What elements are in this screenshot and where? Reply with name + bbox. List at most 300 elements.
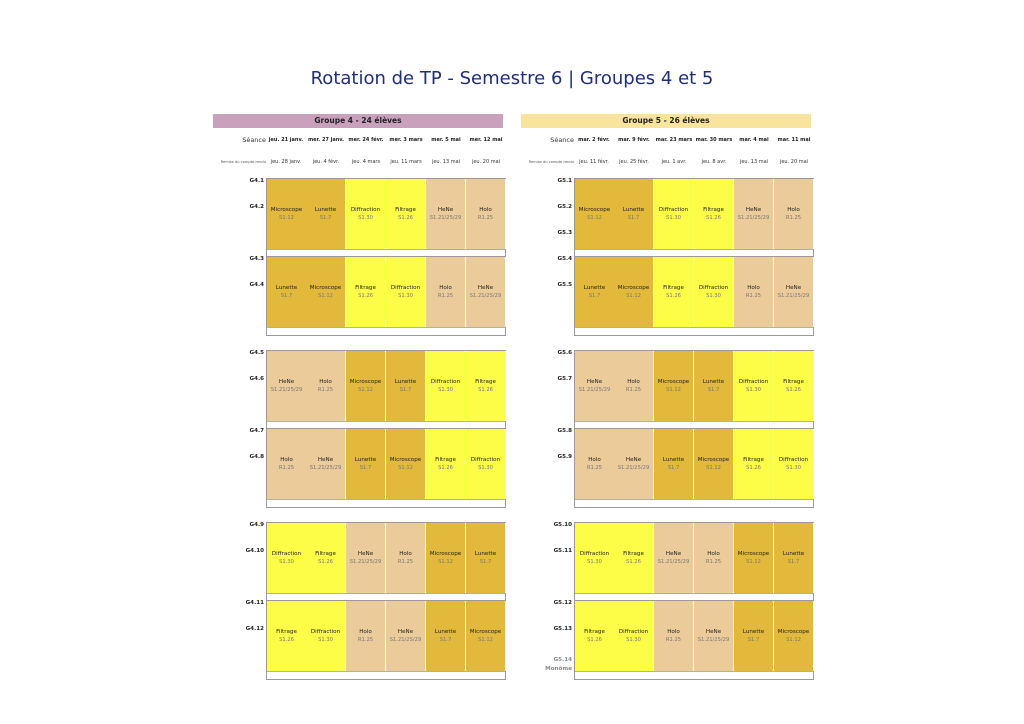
tp-name: HeNe <box>745 207 762 213</box>
tp-name: HeNe <box>785 285 802 291</box>
tp-cell <box>386 179 426 249</box>
tp-cell <box>654 257 694 327</box>
remise-label: Remise du compte-rendu <box>220 160 266 164</box>
tp-cell <box>614 523 654 593</box>
tp-cell <box>654 351 694 421</box>
tp-name: Filtrage <box>783 379 804 385</box>
tp-name: Holo <box>439 285 452 291</box>
tp-name: Filtrage <box>315 551 336 557</box>
rotation-block <box>574 600 814 680</box>
tp-name: Lunette <box>394 379 417 385</box>
tp-room: S1.21/25/29 <box>737 215 770 221</box>
tp-room: S1.26 <box>746 465 761 471</box>
tp-name: Holo <box>319 379 332 385</box>
tp-name: Filtrage <box>435 457 456 463</box>
group-label: G4.5 <box>249 350 264 356</box>
block-separator <box>575 421 813 422</box>
tp-name: Diffraction <box>778 457 809 463</box>
remise-date: jeu. 13 mai <box>739 159 769 165</box>
tp-room: S1.7 <box>707 387 720 393</box>
tp-cell <box>346 523 386 593</box>
tp-name: Microscope <box>349 379 382 385</box>
tp-cell <box>466 351 506 421</box>
block-separator <box>267 249 505 250</box>
tp-cell <box>426 429 466 499</box>
seance-date: mer. 27 janv. <box>307 137 345 143</box>
tp-name: HeNe <box>317 457 334 463</box>
tp-name: HeNe <box>278 379 295 385</box>
tp-name: Microscope <box>777 629 810 635</box>
tp-room: S1.21/25/29 <box>429 215 462 221</box>
tp-cell <box>386 523 426 593</box>
tp-name: Lunette <box>275 285 298 291</box>
tp-cell <box>774 179 814 249</box>
tp-name: Lunette <box>782 551 805 557</box>
seance-date: jeu. 21 janv. <box>268 137 304 143</box>
tp-room: S1.26 <box>786 387 801 393</box>
tp-cell <box>575 429 615 499</box>
remise-label: Remise du compte-rendu <box>528 160 574 164</box>
tp-room: R1.25 <box>477 215 494 221</box>
tp-cell <box>346 351 386 421</box>
tp-room: R1.25 <box>357 637 374 643</box>
tp-name: Diffraction <box>390 285 421 291</box>
block-separator <box>575 249 813 250</box>
rotation-block <box>266 522 506 602</box>
tp-cell <box>466 523 506 593</box>
tp-cell <box>575 179 615 249</box>
tp-room: R1.25 <box>785 215 802 221</box>
tp-room: S1.26 <box>587 637 602 643</box>
tp-name: HeNe <box>437 207 454 213</box>
tp-room: S1.12 <box>318 293 333 299</box>
tp-cell <box>267 429 307 499</box>
block-separator <box>575 327 813 328</box>
seance-date: mar. 30 mars <box>695 137 733 143</box>
seance-date: mer. 3 mars <box>389 137 423 143</box>
group-label: G5.7 <box>557 376 572 382</box>
tp-cell <box>306 523 346 593</box>
tp-cell <box>386 429 426 499</box>
tp-room: R1.25 <box>665 637 682 643</box>
tp-room: S1.7 <box>747 637 760 643</box>
tp-room: S1.30 <box>398 293 413 299</box>
tp-room: S1.30 <box>279 559 294 565</box>
tp-room: S1.26 <box>318 559 333 565</box>
tp-room: S1.12 <box>478 637 493 643</box>
group-label: G4.1 <box>249 178 264 184</box>
tp-cell <box>654 601 694 671</box>
tp-room: R1.25 <box>705 559 722 565</box>
tp-room: R1.25 <box>437 293 454 299</box>
tp-room: S1.26 <box>279 637 294 643</box>
rotation-block <box>266 256 506 336</box>
block-separator <box>267 671 505 672</box>
tp-cell <box>614 257 654 327</box>
tp-room: S1.7 <box>439 637 452 643</box>
group-label: Monôme <box>545 666 572 672</box>
remise-date: jeu. 20 mai <box>779 159 809 165</box>
tp-name: HeNe <box>477 285 494 291</box>
tp-name: Diffraction <box>579 551 610 557</box>
block-separator <box>267 421 505 422</box>
seance-label: Séance <box>242 136 266 144</box>
tp-cell <box>466 429 506 499</box>
tp-cell <box>267 257 307 327</box>
seance-label: Séance <box>550 136 574 144</box>
tp-room: S1.30 <box>358 215 373 221</box>
group-label: G4.2 <box>249 204 264 210</box>
tp-name: Diffraction <box>698 285 729 291</box>
tp-cell <box>694 523 734 593</box>
tp-cell <box>614 179 654 249</box>
tp-name: Filtrage <box>475 379 496 385</box>
tp-name: Filtrage <box>276 629 297 635</box>
rotation-block <box>574 428 814 508</box>
group-label: G4.8 <box>249 454 264 460</box>
tp-room: R1.25 <box>586 465 603 471</box>
remise-row <box>521 156 811 168</box>
remise-date: jeu. 11 mars <box>390 159 422 165</box>
tp-cell <box>694 601 734 671</box>
tp-cell <box>614 601 654 671</box>
tp-name: Filtrage <box>355 285 376 291</box>
remise-date: jeu. 4 févr. <box>312 159 340 165</box>
tp-room: S1.12 <box>706 465 721 471</box>
seance-date: mar. 11 mai <box>777 137 811 143</box>
tp-cell <box>694 351 734 421</box>
tp-cell <box>654 179 694 249</box>
tp-room: S1.30 <box>438 387 453 393</box>
tp-cell <box>654 429 694 499</box>
tp-name: Filtrage <box>663 285 684 291</box>
tp-room: R1.25 <box>278 465 295 471</box>
tp-name: Diffraction <box>470 457 501 463</box>
tp-cell <box>694 429 734 499</box>
tp-cell <box>575 351 615 421</box>
tp-name: Lunette <box>742 629 765 635</box>
tp-room: S1.21/25/29 <box>697 637 730 643</box>
tp-cell <box>267 523 307 593</box>
rotation-block <box>574 256 814 336</box>
group-label: G5.12 <box>553 600 572 606</box>
tp-cell <box>575 601 615 671</box>
tp-name: Holo <box>787 207 800 213</box>
tp-room: S1.12 <box>398 465 413 471</box>
group-banner: Groupe 4 - 24 élèves <box>213 114 503 128</box>
tp-name: Lunette <box>583 285 606 291</box>
tp-cell <box>386 257 426 327</box>
tp-room: S1.21/25/29 <box>469 293 502 299</box>
tp-room: S1.12 <box>438 559 453 565</box>
group-label: G5.14 <box>553 657 572 663</box>
tp-name: Filtrage <box>743 457 764 463</box>
tp-cell <box>346 601 386 671</box>
tp-name: HeNe <box>357 551 374 557</box>
tp-room: R1.25 <box>317 387 334 393</box>
tp-room: R1.25 <box>397 559 414 565</box>
remise-date: jeu. 13 mai <box>431 159 461 165</box>
rotation-block <box>266 178 506 258</box>
tp-name: HeNe <box>705 629 722 635</box>
tp-name: Microscope <box>697 457 730 463</box>
tp-cell <box>774 601 814 671</box>
tp-room: S1.7 <box>399 387 412 393</box>
tp-room: S1.21/25/29 <box>349 559 382 565</box>
tp-name: Holo <box>707 551 720 557</box>
group-label: G4.12 <box>245 626 264 632</box>
tp-name: Diffraction <box>350 207 381 213</box>
tp-name: Lunette <box>354 457 377 463</box>
tp-room: S1.26 <box>706 215 721 221</box>
tp-name: Microscope <box>578 207 611 213</box>
tp-name: HeNe <box>665 551 682 557</box>
tp-cell <box>386 351 426 421</box>
remise-date: jeu. 11 févr. <box>579 159 609 165</box>
group-label: G4.6 <box>249 376 264 382</box>
tp-name: HeNe <box>397 629 414 635</box>
tp-name: Filtrage <box>623 551 644 557</box>
tp-room: S1.12 <box>358 387 373 393</box>
tp-name: Holo <box>280 457 293 463</box>
group-4-schedule <box>213 114 503 643</box>
tp-name: HeNe <box>625 457 642 463</box>
tp-cell <box>774 351 814 421</box>
tp-room: S1.30 <box>666 215 681 221</box>
tp-room: S1.7 <box>359 465 372 471</box>
group-label: G5.2 <box>557 204 572 210</box>
tp-name: Diffraction <box>618 629 649 635</box>
seance-date: mar. 9 févr. <box>618 137 650 143</box>
block-separator <box>575 593 813 594</box>
tp-name: Holo <box>359 629 372 635</box>
group-label: G5.6 <box>557 350 572 356</box>
group-label: G5.13 <box>553 626 572 632</box>
tp-cell <box>267 179 307 249</box>
tp-cell <box>267 601 307 671</box>
rotation-block <box>266 428 506 508</box>
remise-date: jeu. 1 avr. <box>661 159 687 165</box>
tp-room: S1.26 <box>358 293 373 299</box>
group-label: G4.4 <box>249 282 264 288</box>
tp-room: S1.21/25/29 <box>389 637 422 643</box>
tp-cell <box>426 523 466 593</box>
tp-room: R1.25 <box>745 293 762 299</box>
rotation-block <box>574 350 814 430</box>
tp-cell <box>734 179 774 249</box>
tp-room: S1.26 <box>666 293 681 299</box>
tp-cell <box>306 429 346 499</box>
tp-cell <box>654 523 694 593</box>
tp-cell <box>426 351 466 421</box>
tp-cell <box>466 601 506 671</box>
tp-cell <box>734 429 774 499</box>
seance-date: mer. 24 févr. <box>348 137 384 143</box>
group-label: G5.8 <box>557 428 572 434</box>
group-5-schedule <box>521 114 811 672</box>
tp-cell <box>774 429 814 499</box>
tp-name: Diffraction <box>430 379 461 385</box>
tp-cell <box>774 257 814 327</box>
tp-cell <box>306 351 346 421</box>
tp-room: S1.30 <box>478 465 493 471</box>
rotation-block <box>266 600 506 680</box>
group-banner: Groupe 5 - 26 élèves <box>521 114 811 128</box>
seance-date: mer. 12 mai <box>469 137 503 143</box>
tp-room: S1.12 <box>786 637 801 643</box>
tp-name: Microscope <box>429 551 462 557</box>
tp-room: S1.7 <box>280 293 293 299</box>
tp-room: S1.21/25/29 <box>309 465 342 471</box>
tp-name: Lunette <box>622 207 645 213</box>
tp-cell <box>694 257 734 327</box>
block-separator <box>267 327 505 328</box>
tp-room: S1.30 <box>786 465 801 471</box>
tp-name: Holo <box>667 629 680 635</box>
tp-name: Holo <box>479 207 492 213</box>
tp-cell <box>734 257 774 327</box>
group-label: G5.11 <box>553 548 572 554</box>
tp-cell <box>575 523 615 593</box>
rotation-block <box>266 350 506 430</box>
remise-date: jeu. 4 mars <box>351 159 381 165</box>
tp-room: S1.12 <box>587 215 602 221</box>
group-label: G5.10 <box>553 522 572 528</box>
tp-room: S1.30 <box>626 637 641 643</box>
group-label: G5.9 <box>557 454 572 460</box>
group-label: G4.3 <box>249 256 264 262</box>
block-separator <box>575 671 813 672</box>
tp-name: Microscope <box>309 285 342 291</box>
tp-name: Holo <box>747 285 760 291</box>
tp-name: Microscope <box>657 379 690 385</box>
block-separator <box>575 499 813 500</box>
tp-cell <box>346 429 386 499</box>
seance-date: mar. 2 févr. <box>578 137 610 143</box>
tp-room: S1.21/25/29 <box>578 387 611 393</box>
tp-name: Lunette <box>474 551 497 557</box>
block-separator <box>267 499 505 500</box>
tp-cell <box>426 179 466 249</box>
tp-name: Microscope <box>389 457 422 463</box>
tp-room: S1.30 <box>318 637 333 643</box>
tp-name: Lunette <box>434 629 457 635</box>
tp-name: Holo <box>588 457 601 463</box>
seance-date: mer. 5 mai <box>431 137 461 143</box>
tp-name: Diffraction <box>738 379 769 385</box>
remise-date: jeu. 28 janv. <box>270 159 302 165</box>
seance-row <box>213 134 503 146</box>
tp-name: Filtrage <box>584 629 605 635</box>
seance-date: mar. 23 mars <box>655 137 693 143</box>
tp-cell <box>306 179 346 249</box>
tp-room: S1.7 <box>588 293 601 299</box>
tp-room: S1.30 <box>706 293 721 299</box>
tp-room: S1.7 <box>667 465 680 471</box>
tp-name: Lunette <box>702 379 725 385</box>
page-title: Rotation de TP - Semestre 6 | Groupes 4 et 5 <box>310 68 714 89</box>
tp-name: Filtrage <box>703 207 724 213</box>
tp-cell <box>346 257 386 327</box>
tp-room: S1.7 <box>787 559 800 565</box>
tp-cell <box>346 179 386 249</box>
tp-name: Microscope <box>270 207 303 213</box>
tp-room: S1.12 <box>279 215 294 221</box>
group-label: G4.11 <box>245 600 264 606</box>
tp-cell <box>734 523 774 593</box>
tp-name: Holo <box>399 551 412 557</box>
tp-cell <box>466 179 506 249</box>
tp-cell <box>575 257 615 327</box>
rotation-block <box>574 178 814 258</box>
tp-name: Microscope <box>617 285 650 291</box>
tp-name: HeNe <box>586 379 603 385</box>
remise-date: jeu. 8 avr. <box>701 159 727 165</box>
tp-room: S1.21/25/29 <box>270 387 303 393</box>
tp-room: S1.12 <box>626 293 641 299</box>
tp-name: Lunette <box>314 207 337 213</box>
tp-room: S1.26 <box>398 215 413 221</box>
tp-cell <box>426 257 466 327</box>
tp-room: S1.26 <box>626 559 641 565</box>
tp-room: S1.26 <box>438 465 453 471</box>
tp-cell <box>306 601 346 671</box>
group-label: G4.10 <box>245 548 264 554</box>
tp-name: Diffraction <box>310 629 341 635</box>
rotation-block <box>574 522 814 602</box>
tp-name: Lunette <box>662 457 685 463</box>
tp-name: Diffraction <box>658 207 689 213</box>
tp-name: Diffraction <box>271 551 302 557</box>
tp-name: Microscope <box>469 629 502 635</box>
tp-room: S1.21/25/29 <box>657 559 690 565</box>
group-label: G5.1 <box>557 178 572 184</box>
remise-date: jeu. 25 févr. <box>619 159 649 165</box>
tp-room: S1.7 <box>479 559 492 565</box>
group-label: G4.7 <box>249 428 264 434</box>
tp-cell <box>306 257 346 327</box>
seance-row <box>521 134 811 146</box>
tp-cell <box>466 257 506 327</box>
tp-cell <box>734 351 774 421</box>
tp-cell <box>267 351 307 421</box>
tp-cell <box>614 351 654 421</box>
tp-room: S1.7 <box>627 215 640 221</box>
tp-cell <box>386 601 426 671</box>
group-label: G4.9 <box>249 522 264 528</box>
tp-cell <box>426 601 466 671</box>
tp-room: S1.30 <box>587 559 602 565</box>
tp-cell <box>774 523 814 593</box>
tp-room: R1.25 <box>625 387 642 393</box>
tp-room: S1.21/25/29 <box>777 293 810 299</box>
tp-name: Filtrage <box>395 207 416 213</box>
tp-room: S1.26 <box>478 387 493 393</box>
tp-room: S1.12 <box>666 387 681 393</box>
group-label: G5.5 <box>557 282 572 288</box>
block-separator <box>267 593 505 594</box>
tp-room: S1.21/25/29 <box>617 465 650 471</box>
tp-cell <box>614 429 654 499</box>
group-label: G5.4 <box>557 256 572 262</box>
tp-cell <box>734 601 774 671</box>
seance-date: mar. 4 mai <box>739 137 769 143</box>
group-label: G5.3 <box>557 230 572 236</box>
tp-name: Holo <box>627 379 640 385</box>
tp-room: S1.7 <box>319 215 332 221</box>
tp-cell <box>694 179 734 249</box>
tp-name: Microscope <box>737 551 770 557</box>
